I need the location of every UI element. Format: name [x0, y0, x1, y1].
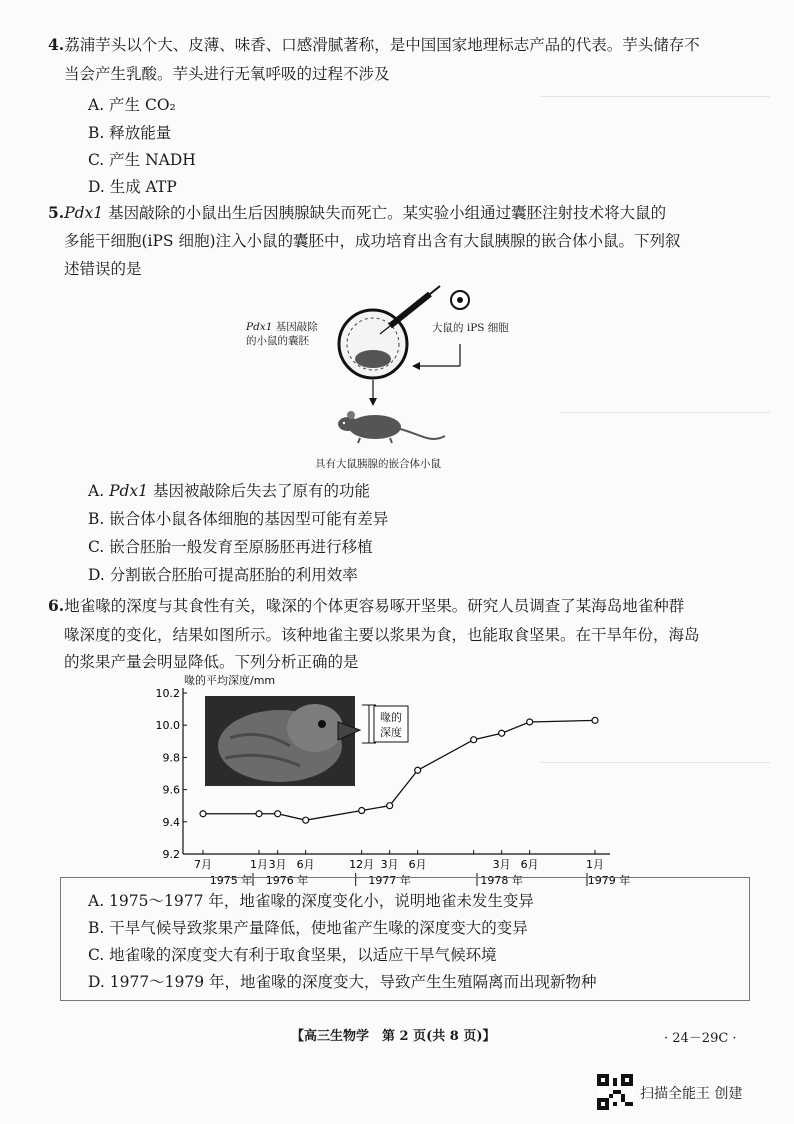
blastocyst-injection-figure: [240, 284, 500, 454]
embryo-label-text: 基因敲除: [272, 321, 318, 333]
bleed-through-line: [540, 96, 770, 97]
data-point: [256, 811, 262, 817]
page-footer-code: · 24－29C ·: [664, 1031, 737, 1046]
beak-depth-chart: [150, 668, 650, 894]
inner-cell-mass: [355, 350, 391, 368]
x-year-label: 1976 年: [265, 874, 309, 887]
data-point: [527, 719, 533, 725]
q5-option-a-text: 基因被敲除后失去了原有的功能: [148, 482, 370, 500]
q6-option-b: B. 干旱气候导致浆果产量降低，使地雀产生喙的深度变大的变异: [88, 919, 528, 937]
data-point: [200, 811, 206, 817]
q5-option-a-prefix: A.: [88, 482, 110, 500]
y-tick-label: 9.8: [162, 751, 180, 765]
x-year-label: 1977 年: [368, 874, 411, 887]
q5-stem-line3: 述错误的是: [64, 260, 142, 278]
q4-stem-line1: [48, 32, 700, 58]
data-point: [471, 737, 477, 743]
q4-option-c: C. 产生 NADH: [88, 151, 196, 169]
data-point: [415, 767, 421, 773]
data-point: [387, 803, 393, 809]
x-month-label: 12月: [349, 858, 375, 871]
x-month-label: 7月: [194, 858, 212, 871]
data-point: [359, 808, 365, 814]
x-month-label: 6月: [408, 858, 427, 871]
mouse-icon: [338, 411, 445, 443]
q4-stem-line2: 当会产生乳酸。芋头进行无氧呼吸的过程不涉及: [64, 65, 390, 83]
y-tick-label: 9.4: [162, 815, 180, 829]
data-point: [275, 811, 281, 817]
arrow-head: [369, 398, 377, 406]
q5-number: 5.: [48, 203, 65, 222]
q5-gene-name: Pdx1: [64, 204, 104, 222]
q6-stem-line1: [48, 593, 684, 619]
data-point: [303, 817, 309, 823]
embryo-label-gene: Pdx1: [246, 321, 273, 333]
data-point: [499, 730, 505, 736]
y-tick-label: 9.6: [162, 783, 180, 797]
q4-text-line1: 荔浦芋头以个大、皮薄、味香、口感滑腻著称，是中国国家地理标志产品的代表。芋头储存不: [64, 36, 700, 54]
q5-stem-line1: [48, 200, 666, 226]
q5-option-d: D. 分割嵌合胚胎可提高胚胎的利用效率: [88, 566, 358, 584]
scanner-watermark: 扫描全能王 创建: [640, 1086, 743, 1102]
q6-text-line1: 地雀喙的深度与其食性有关，喙深的个体更容易啄开坚果。研究人员调查了某海岛地雀种群: [64, 597, 685, 615]
x-month-label: 6月: [296, 858, 315, 871]
x-year-label: 1979 年: [587, 874, 631, 887]
syringe-barrel: [390, 294, 430, 326]
q6-stem-line2: 喙深度的变化，结果如图所示。该种地雀主要以浆果为食，也能取食坚果。在干旱年份，海岛: [64, 626, 700, 644]
y-tick-label: 10.0: [155, 719, 180, 733]
embryo-label-line2: 的小鼠的囊胚: [246, 335, 309, 347]
x-month-label: 6月: [520, 858, 539, 871]
ips-cell-label: 大鼠的 iPS 细胞: [432, 322, 509, 334]
x-month-label: 3月: [380, 858, 399, 871]
syringe-plunger: [430, 286, 440, 294]
depth-annotation-line1: 喙的: [380, 711, 402, 724]
y-tick-label: 9.2: [162, 848, 180, 861]
x-month-label: 3月: [268, 858, 287, 871]
ips-cell-nucleus: [457, 297, 463, 303]
embryo-label-line1: [246, 321, 318, 334]
q5-option-b: B. 嵌合体小鼠各体细胞的基因型可能有差异: [88, 510, 389, 528]
data-point: [592, 717, 598, 723]
x-year-label: 1975 年: [209, 874, 253, 887]
q5-stem-line2: 多能干细胞(iPS 细胞)注入小鼠的囊胚中，成功培育出含有大鼠胰腺的嵌合体小鼠。下列叙: [64, 232, 681, 250]
page-footer-center: 【高三生物学 第 2 页(共 8 页)】: [291, 1029, 496, 1044]
q6-number: 6.: [48, 596, 65, 615]
x-month-label: 1月: [586, 858, 604, 871]
q5-option-a: [88, 478, 370, 504]
x-year-label: 1978 年: [480, 874, 523, 887]
q6-option-c: C. 地雀喙的深度变大有利于取食坚果，以适应干旱气候环境: [88, 946, 497, 964]
chimera-mouse-label: 具有大鼠胰腺的嵌合体小鼠: [315, 458, 441, 470]
q5-text-line1: 基因敲除的小鼠出生后因胰腺缺失而死亡。某实验小组通过囊胚注射技术将大鼠的: [103, 204, 667, 222]
y-tick-label: 10.2: [155, 687, 180, 700]
x-month-label: 3月: [492, 858, 511, 871]
q5-option-c: C. 嵌合胚胎一般发育至原肠胚再进行移植: [88, 538, 373, 556]
bleed-through-line: [560, 412, 770, 413]
qr-code-icon: [597, 1074, 633, 1110]
chart-ylabel: 喙的平均深度/mm: [184, 674, 276, 687]
q4-option-a: A. 产生 CO₂: [88, 96, 176, 114]
q4-option-d: D. 生成 ATP: [88, 178, 177, 196]
y-ticks: [156, 687, 188, 861]
x-month-label: 1月: [250, 858, 268, 871]
q5-option-a-gene: Pdx1: [109, 482, 149, 500]
q6-stem-line3: 的浆果产量会明显降低。下列分析正确的是: [64, 653, 359, 671]
depth-annotation-line2: 深度: [380, 726, 402, 739]
finch-photo: [205, 696, 360, 786]
q6-option-a: A. 1975～1977 年，地雀喙的深度变化小，说明地雀未发生变异: [88, 892, 534, 910]
arrow-head: [412, 362, 420, 370]
q4-number: 4.: [48, 35, 65, 54]
q6-option-d: D. 1977～1979 年，地雀喙的深度变大，导致产生生殖隔离而出现新物种: [88, 973, 597, 991]
q4-option-b: B. 释放能量: [88, 124, 172, 142]
